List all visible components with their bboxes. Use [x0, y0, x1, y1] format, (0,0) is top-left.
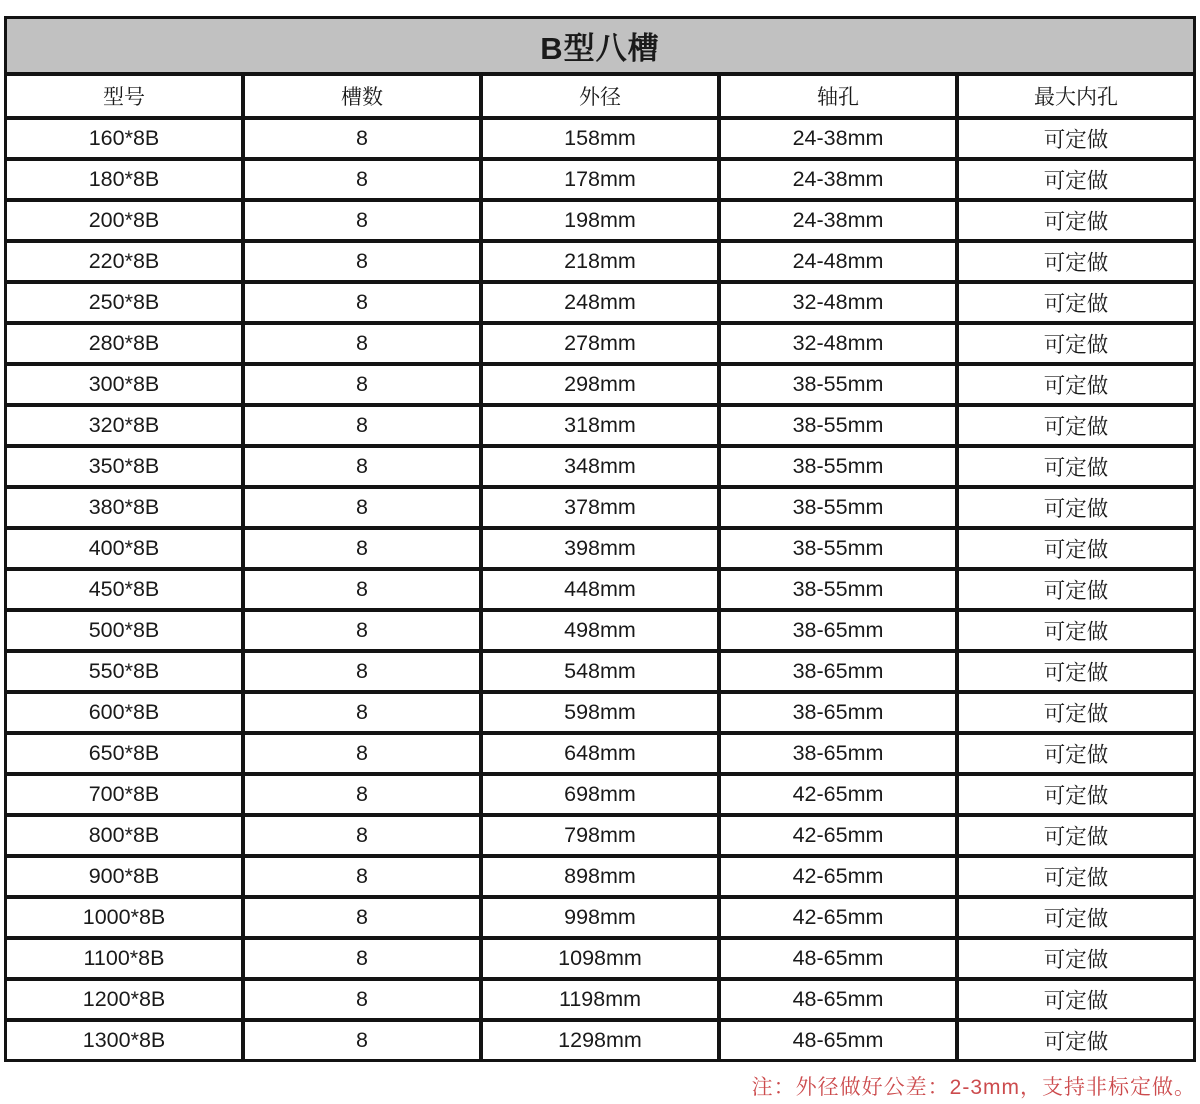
cell: 400*8B — [5, 528, 243, 569]
cell: 38-65mm — [719, 692, 957, 733]
cell: 可定做 — [957, 446, 1195, 487]
cell: 可定做 — [957, 159, 1195, 200]
cell: 900*8B — [5, 856, 243, 897]
cell: 可定做 — [957, 938, 1195, 979]
cell: 1200*8B — [5, 979, 243, 1020]
table-row — [5, 815, 1195, 856]
cell: 可定做 — [957, 610, 1195, 651]
cell: 320*8B — [5, 405, 243, 446]
cell: 32-48mm — [719, 323, 957, 364]
cell: 8 — [243, 446, 481, 487]
cell: 278mm — [481, 323, 719, 364]
cell: 可定做 — [957, 692, 1195, 733]
table-row — [5, 856, 1195, 897]
cell: 可定做 — [957, 118, 1195, 159]
title-row — [5, 17, 1195, 74]
cell: 178mm — [481, 159, 719, 200]
cell: 可定做 — [957, 569, 1195, 610]
cell: 8 — [243, 159, 481, 200]
cell: 32-48mm — [719, 282, 957, 323]
cell: 38-55mm — [719, 446, 957, 487]
table-row — [5, 528, 1195, 569]
cell: 500*8B — [5, 610, 243, 651]
cell: 198mm — [481, 200, 719, 241]
cell: 1298mm — [481, 1020, 719, 1061]
cell: 24-38mm — [719, 200, 957, 241]
cell: 350*8B — [5, 446, 243, 487]
cell: 398mm — [481, 528, 719, 569]
cell: 38-55mm — [719, 405, 957, 446]
cell: 180*8B — [5, 159, 243, 200]
cell: 700*8B — [5, 774, 243, 815]
spec-table — [4, 16, 1196, 1062]
cell: 可定做 — [957, 651, 1195, 692]
cell: 可定做 — [957, 1020, 1195, 1061]
table-row — [5, 405, 1195, 446]
cell: 可定做 — [957, 774, 1195, 815]
cell: 300*8B — [5, 364, 243, 405]
cell: 8 — [243, 897, 481, 938]
cell: 248mm — [481, 282, 719, 323]
cell: 298mm — [481, 364, 719, 405]
cell: 200*8B — [5, 200, 243, 241]
cell: 450*8B — [5, 569, 243, 610]
cell: 548mm — [481, 651, 719, 692]
table-row — [5, 610, 1195, 651]
table-body — [5, 118, 1195, 1061]
cell: 550*8B — [5, 651, 243, 692]
table-row — [5, 364, 1195, 405]
col-header-shaft-hole: 轴孔 — [719, 74, 957, 118]
cell: 380*8B — [5, 487, 243, 528]
col-header-groove-count: 槽数 — [243, 74, 481, 118]
cell: 可定做 — [957, 364, 1195, 405]
header-row — [5, 74, 1195, 118]
cell: 可定做 — [957, 528, 1195, 569]
cell: 24-48mm — [719, 241, 957, 282]
cell: 280*8B — [5, 323, 243, 364]
cell: 1300*8B — [5, 1020, 243, 1061]
cell: 250*8B — [5, 282, 243, 323]
cell: 598mm — [481, 692, 719, 733]
table-row — [5, 569, 1195, 610]
cell: 8 — [243, 856, 481, 897]
cell: 可定做 — [957, 897, 1195, 938]
cell: 1198mm — [481, 979, 719, 1020]
col-header-max-bore: 最大内孔 — [957, 74, 1195, 118]
cell: 8 — [243, 118, 481, 159]
cell: 1100*8B — [5, 938, 243, 979]
cell: 378mm — [481, 487, 719, 528]
table-row — [5, 241, 1195, 282]
cell: 318mm — [481, 405, 719, 446]
col-header-model: 型号 — [5, 74, 243, 118]
table-row — [5, 323, 1195, 364]
cell: 8 — [243, 774, 481, 815]
table-head — [5, 17, 1195, 118]
cell: 448mm — [481, 569, 719, 610]
cell: 42-65mm — [719, 815, 957, 856]
table-row — [5, 200, 1195, 241]
cell: 8 — [243, 200, 481, 241]
cell: 698mm — [481, 774, 719, 815]
cell: 8 — [243, 282, 481, 323]
table-row — [5, 692, 1195, 733]
cell: 160*8B — [5, 118, 243, 159]
cell: 648mm — [481, 733, 719, 774]
cell: 48-65mm — [719, 979, 957, 1020]
cell: 24-38mm — [719, 118, 957, 159]
cell: 798mm — [481, 815, 719, 856]
cell: 8 — [243, 1020, 481, 1061]
cell: 8 — [243, 651, 481, 692]
cell: 38-55mm — [719, 364, 957, 405]
cell: 8 — [243, 241, 481, 282]
table-row — [5, 651, 1195, 692]
table-row — [5, 118, 1195, 159]
cell: 998mm — [481, 897, 719, 938]
cell: 8 — [243, 487, 481, 528]
cell: 8 — [243, 528, 481, 569]
cell: 8 — [243, 569, 481, 610]
table-row — [5, 979, 1195, 1020]
cell: 220*8B — [5, 241, 243, 282]
cell: 42-65mm — [719, 856, 957, 897]
table-row — [5, 1020, 1195, 1061]
cell: 38-55mm — [719, 528, 957, 569]
cell: 可定做 — [957, 815, 1195, 856]
cell: 38-65mm — [719, 651, 957, 692]
cell: 348mm — [481, 446, 719, 487]
table-row — [5, 897, 1195, 938]
cell: 498mm — [481, 610, 719, 651]
cell: 800*8B — [5, 815, 243, 856]
cell: 42-65mm — [719, 774, 957, 815]
footnote: 注：外径做好公差：2-3mm，支持非标定做。 — [751, 1076, 1196, 1099]
cell: 1098mm — [481, 938, 719, 979]
cell: 8 — [243, 938, 481, 979]
table-row — [5, 159, 1195, 200]
cell: 38-55mm — [719, 569, 957, 610]
cell: 42-65mm — [719, 897, 957, 938]
table-row — [5, 487, 1195, 528]
cell: 可定做 — [957, 241, 1195, 282]
cell: 8 — [243, 979, 481, 1020]
cell: 8 — [243, 733, 481, 774]
cell: 可定做 — [957, 733, 1195, 774]
cell: 898mm — [481, 856, 719, 897]
table-row — [5, 733, 1195, 774]
cell: 650*8B — [5, 733, 243, 774]
cell: 600*8B — [5, 692, 243, 733]
table-row — [5, 774, 1195, 815]
cell: 158mm — [481, 118, 719, 159]
cell: 可定做 — [957, 405, 1195, 446]
table-row — [5, 282, 1195, 323]
cell: 48-65mm — [719, 938, 957, 979]
cell: 38-55mm — [719, 487, 957, 528]
cell: 可定做 — [957, 856, 1195, 897]
cell: 8 — [243, 323, 481, 364]
cell: 38-65mm — [719, 733, 957, 774]
cell: 218mm — [481, 241, 719, 282]
table-row — [5, 938, 1195, 979]
cell: 8 — [243, 405, 481, 446]
cell: 可定做 — [957, 487, 1195, 528]
cell: 8 — [243, 610, 481, 651]
cell: 38-65mm — [719, 610, 957, 651]
cell: 48-65mm — [719, 1020, 957, 1061]
cell: 24-38mm — [719, 159, 957, 200]
cell: 8 — [243, 815, 481, 856]
cell: 可定做 — [957, 200, 1195, 241]
cell: 可定做 — [957, 282, 1195, 323]
cell: 可定做 — [957, 979, 1195, 1020]
cell: 8 — [243, 692, 481, 733]
col-header-outer-diameter: 外径 — [481, 74, 719, 118]
table-title: B型八槽 — [5, 17, 1195, 74]
cell: 可定做 — [957, 323, 1195, 364]
table-row — [5, 446, 1195, 487]
cell: 8 — [243, 364, 481, 405]
cell: 1000*8B — [5, 897, 243, 938]
